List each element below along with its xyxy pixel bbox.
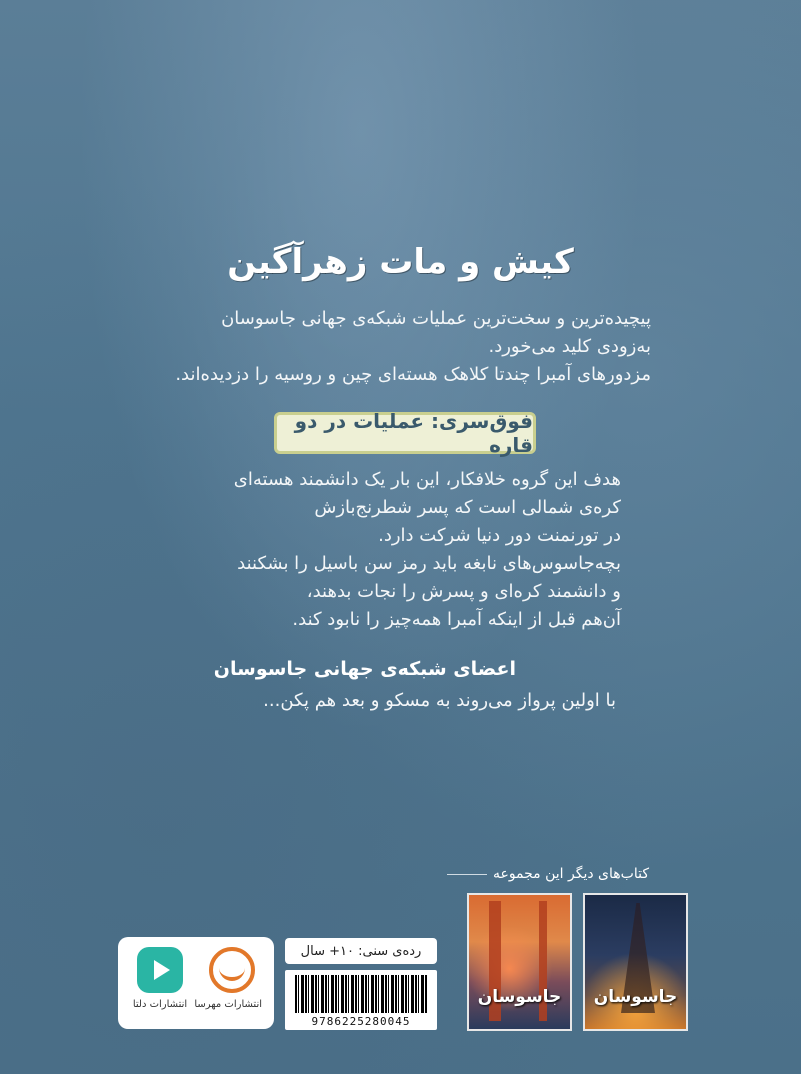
members-heading: اعضای شبکه‌ی جهانی جاسوسان: [213, 658, 516, 680]
book-cover-eiffel[interactable]: [583, 893, 688, 1031]
age-rating: رده‌ی سنی: ۱۰+ سال: [285, 938, 437, 964]
intro-line: به‌زودی کلید می‌خورد.: [488, 336, 651, 357]
mehr-publisher-name: انتشارات مهرسا: [194, 999, 262, 1010]
book-cover-title: جاسوسان: [477, 987, 562, 1007]
story-line: بچه‌جاسوس‌های نابغه باید رمز سن باسیل را بشکنند: [237, 553, 621, 574]
barcode-graphic: [295, 975, 427, 1013]
intro-text: [131, 305, 651, 389]
delta-publisher-name: انتشارات دلتا: [132, 999, 188, 1010]
closing-text: با اولین پرواز می‌روند به مسکو و بعد هم پکن...: [263, 690, 616, 711]
book-title: کیش و مات زهرآگین: [227, 242, 574, 282]
intro-line: پیچیده‌ترین و سخت‌ترین عملیات شبکه‌ی جهانی جاسوسان: [221, 308, 651, 329]
story-line: هدف این گروه خلافکار، این بار یک دانشمند هسته‌ای: [233, 469, 621, 490]
story-line: و دانشمند کره‌ای و پسرش را نجات بدهند،: [306, 581, 621, 602]
series-divider: [447, 874, 487, 875]
story-line: آن‌هم قبل از اینکه آمبرا همه‌چیز را نابود کند.: [292, 609, 621, 630]
book-cover-bridge[interactable]: [467, 893, 572, 1031]
isbn-number: 9786225280045: [311, 1015, 411, 1028]
intro-line: مزدورهای آمبرا چندتا کلاهک هسته‌ای چین و روسیه را دزدیده‌اند.: [175, 364, 651, 385]
story-line: کره‌ی شمالی است که پسر شطرنج‌بازش: [314, 497, 621, 518]
barcode-box: [285, 970, 437, 1030]
book-cover-title: جاسوسان: [593, 987, 678, 1007]
series-label: [447, 866, 649, 882]
publisher-logos: [118, 937, 274, 1029]
sun-icon: [209, 947, 255, 993]
story-text: [151, 466, 621, 634]
series-label-text: کتاب‌های دیگر این مجموعه: [492, 866, 649, 882]
mehr-publisher-logo: [194, 947, 262, 1010]
top-secret-badge: فوق‌سری: عملیات در دو قاره: [274, 412, 536, 454]
play-icon: [137, 947, 183, 993]
delta-publisher-logo: [130, 947, 190, 1010]
story-line: در تورنمنت دور دنیا شرکت دارد.: [378, 525, 621, 546]
